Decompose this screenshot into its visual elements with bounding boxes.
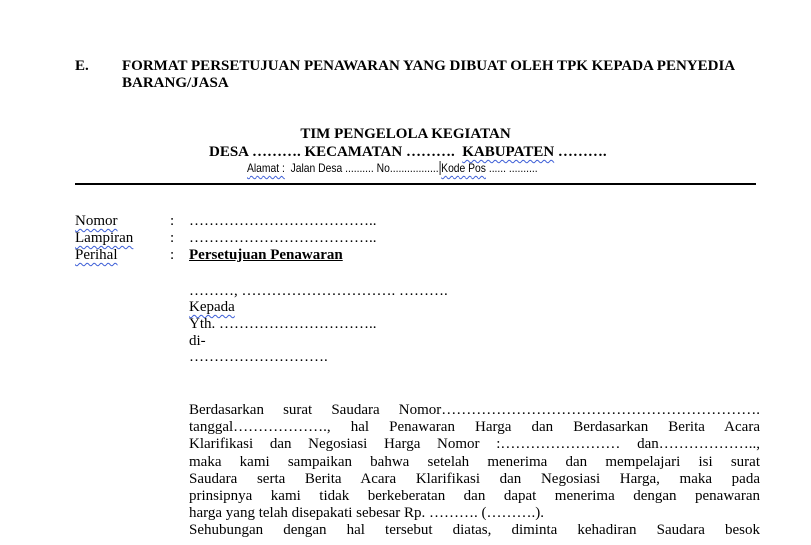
body-line-7: harga yang telah disepakati sebesar Rp. ………. (……….). bbox=[189, 505, 545, 521]
date-line: ………, …………………………. ………. bbox=[189, 283, 448, 299]
field-label-nomor: Nomor bbox=[75, 213, 118, 229]
kabupaten-label: KABUPATEN bbox=[462, 144, 555, 160]
jalan-dots: .......... bbox=[345, 161, 374, 175]
field-colon-nomor: : bbox=[170, 213, 175, 229]
desa-label: DESA bbox=[209, 144, 249, 160]
field-value-nomor: ……………………………….. bbox=[189, 213, 377, 229]
kecamatan-label: KECAMATAN bbox=[304, 144, 403, 160]
kabupaten-dots: ………. bbox=[557, 144, 607, 160]
place-line: ………………………. bbox=[189, 349, 328, 365]
letterhead-region bbox=[209, 144, 607, 161]
letterhead-divider bbox=[75, 183, 756, 185]
letterhead-address bbox=[247, 161, 538, 175]
kode-pos-label: Kode Pos bbox=[441, 161, 486, 175]
field-colon-perihal: : bbox=[170, 247, 175, 263]
field-value-lampiran: ……………………………….. bbox=[189, 230, 377, 246]
body-line-5: Saudara serta Berita Acara Klarifikasi dan Negosiasi Harga, maka pada bbox=[189, 471, 760, 487]
field-label-lampiran: Lampiran bbox=[75, 230, 134, 246]
body-line-4: maka kami sampaikan bahwa setelah menerima dan mempelajari isi surat bbox=[189, 454, 760, 470]
body-line-1: Berdasarkan surat Saudara Nomor………………………………………………………. bbox=[189, 402, 760, 418]
section-title-line1: FORMAT PERSETUJUAN PENAWARAN YANG DIBUAT OLEH TPK KEPADA PENYEDIA bbox=[122, 58, 736, 74]
body-line-8: Sehubungan dengan hal tersebut diatas, diminta kehadiran Saudara besok bbox=[189, 522, 760, 538]
kecamatan-dots: ………. bbox=[405, 144, 455, 160]
field-label-perihal: Perihal bbox=[75, 247, 118, 263]
di-label: di- bbox=[189, 333, 206, 349]
kode-pos-dots: ...... .......... bbox=[488, 161, 538, 175]
field-value-perihal: Persetujuan Penawaran bbox=[189, 247, 343, 263]
section-letter: E. bbox=[75, 58, 89, 74]
desa-dots: ………. bbox=[251, 144, 301, 160]
jalan-label: Jalan Desa bbox=[290, 161, 343, 175]
body-line-3: Klarifikasi dan Negosiasi Harga Nomor :…………………… dan……………….., bbox=[189, 436, 760, 452]
yth-line: Yth. ………………………….. bbox=[189, 316, 377, 332]
body-line-2: tanggal………………., hal Penawaran Harga dan Berdasarkan Berita Acara bbox=[189, 419, 760, 435]
letterhead-org: TIM PENGELOLA KEGIATAN bbox=[300, 126, 511, 142]
body-line-6: prinsipnya kami tidak berkeberatan dan dapat menerima dengan penawaran bbox=[189, 488, 760, 504]
field-colon-lampiran: : bbox=[170, 230, 175, 246]
alamat-label: Alamat : bbox=[247, 161, 285, 175]
kepada-label: Kepada bbox=[189, 299, 235, 315]
no-label: No................. bbox=[376, 161, 439, 175]
section-title-line2: BARANG/JASA bbox=[122, 75, 229, 91]
